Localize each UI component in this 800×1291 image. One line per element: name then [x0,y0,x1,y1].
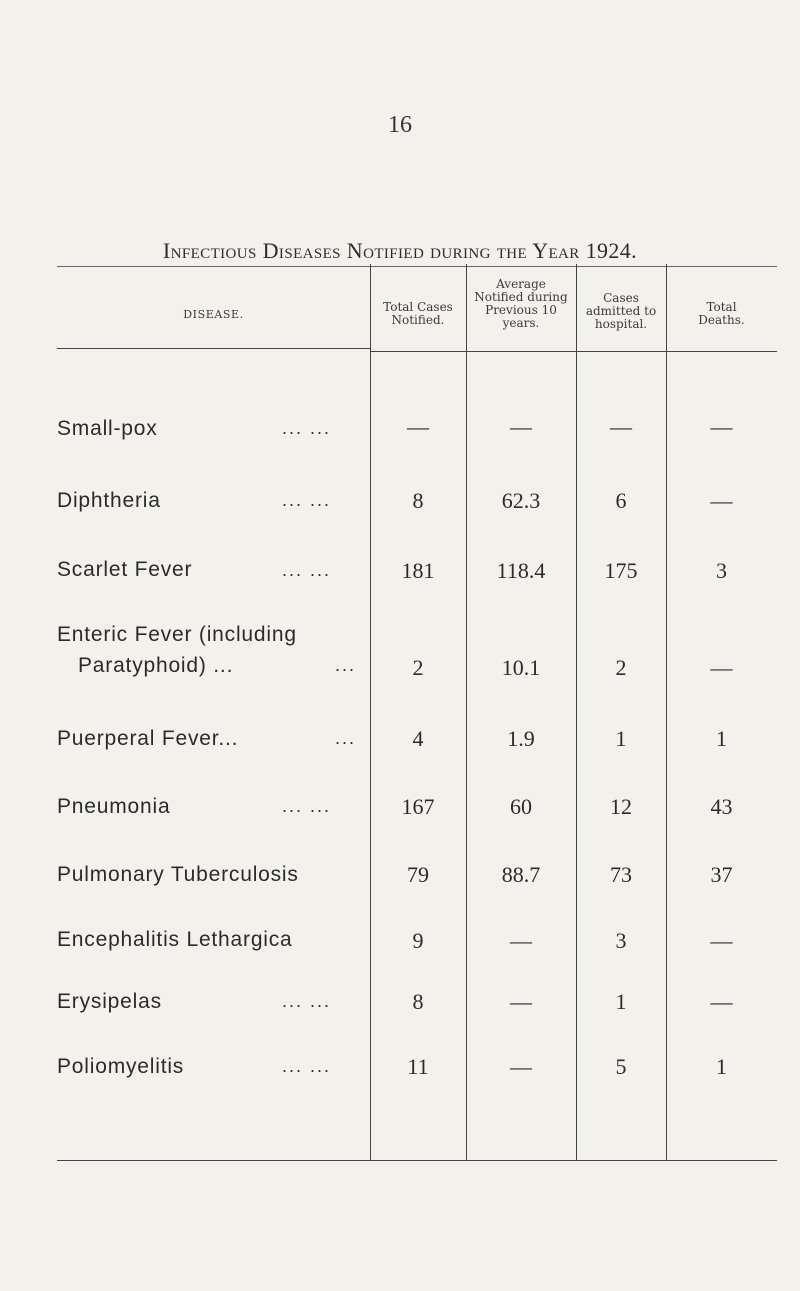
leader-dots: ... ... [282,560,332,580]
admitted-cell: — [610,414,632,439]
header-total-cases-line1: Total Cases [383,300,453,314]
column-divider-3 [576,264,577,1160]
disease-label: Pulmonary Tuberculosis [57,863,299,886]
column-divider-2 [466,264,467,1160]
header-total-cases-line2: Notified. [391,313,445,327]
page-number: 16 [388,112,412,138]
header-average-line2: Notified during [474,290,568,304]
leader-dots: ... [335,728,357,748]
average-cell: 1.9 [507,726,535,751]
total-cases-cell: 9 [412,928,424,953]
admitted-cell: 12 [610,794,632,819]
deaths-cell: — [710,655,733,680]
deaths-cell: 37 [710,862,733,887]
admitted-cell: 6 [615,488,627,513]
deaths-cell: 1 [716,1054,727,1079]
header-average [466,278,576,330]
deaths-cell: — [710,928,733,953]
deaths-cell: 1 [716,726,727,751]
admitted-cell: 2 [615,655,627,680]
leader-dots: ... ... [282,796,332,816]
average-cell: — [510,1054,532,1079]
leader-dots: ... ... [282,1056,332,1076]
total-cases-cell: 11 [407,1054,429,1079]
disease-label: Puerperal Fever... [57,727,239,750]
total-cases-cell: 8 [412,488,424,513]
column-divider-4 [666,264,667,1160]
total-cases-cell: — [407,414,429,439]
header-admitted [576,292,666,331]
admitted-cell: 73 [610,862,632,887]
header-top-rule [57,266,777,267]
disease-label: Pneumonia [57,795,171,818]
disease-label: Diphtheria [57,489,161,512]
admitted-cell: 1 [615,989,627,1014]
header-bottom-rule-disease [57,348,370,349]
disease-label: Poliomyelitis [57,1055,185,1078]
header-disease: DISEASE. [183,308,244,321]
average-cell: 60 [510,794,532,819]
total-cases-cell: 8 [412,989,424,1014]
column-divider-1 [370,264,371,1160]
disease-label: Enteric Fever (including [57,623,297,646]
disease-label: Scarlet Fever [57,558,193,581]
header-admitted-line2: admitted to [585,304,657,318]
table-bottom-rule [57,1160,777,1161]
total-cases-cell: 167 [401,794,435,819]
header-average-line4: years. [502,316,540,330]
average-cell: 118.4 [496,558,546,583]
header-total-cases [370,301,466,327]
header-average-line1: Average [496,277,546,291]
deaths-cell: 3 [716,558,727,583]
leader-dots: ... [335,655,357,675]
deaths-cell: 43 [710,794,733,819]
admitted-cell: 1 [615,726,627,751]
average-cell: 88.7 [501,862,541,887]
header-deaths [666,301,777,327]
average-cell: — [510,414,532,439]
total-cases-cell: 181 [401,558,435,583]
leader-dots: ... ... [282,490,332,510]
header-bottom-rule [370,351,777,352]
leader-dots: ... ... [282,991,332,1011]
average-cell: 62.3 [501,488,541,513]
header-admitted-line1: Cases [603,291,639,305]
header-average-line3: Previous 10 [485,303,557,317]
leader-dots: ... ... [282,418,332,438]
deaths-cell: — [710,488,733,513]
disease-label: Encephalitis Lethargica [57,928,293,951]
disease-label: Erysipelas [57,990,162,1013]
average-cell: — [510,928,532,953]
average-cell: — [510,989,532,1014]
header-deaths-line1: Total [706,300,737,314]
total-cases-cell: 79 [407,862,429,887]
deaths-cell: — [710,989,733,1014]
header-admitted-line3: hospital. [594,317,648,331]
admitted-cell: 175 [604,558,638,583]
average-cell: 10.1 [501,655,541,680]
admitted-cell: 3 [615,928,627,953]
disease-label-continuation: Paratyphoid) ... [78,654,234,677]
total-cases-cell: 4 [412,726,424,751]
page-title: Infectious Diseases Notified during the Year 1924. [162,238,638,263]
admitted-cell: 5 [615,1054,627,1079]
header-deaths-line2: Deaths. [698,313,745,327]
total-cases-cell: 2 [412,655,424,680]
disease-label: Small-pox [57,417,158,440]
deaths-cell: — [710,414,733,439]
